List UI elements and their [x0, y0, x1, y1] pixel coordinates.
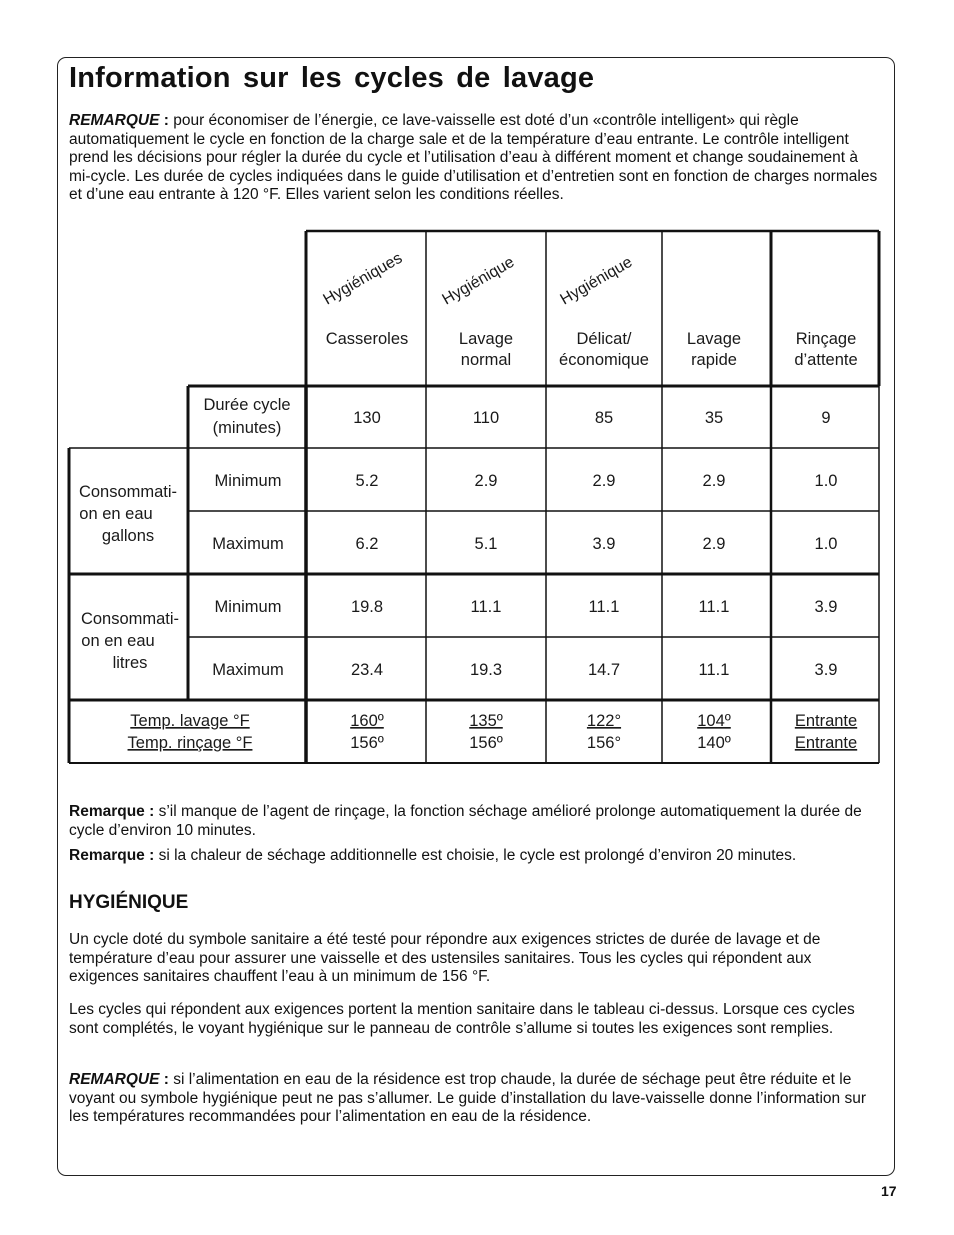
row-label: (minutes) — [212, 419, 282, 437]
row-label: Minimum — [214, 598, 282, 616]
table-cell: 85 — [594, 409, 614, 427]
temp-value: 104º — [697, 712, 731, 730]
table-cell: 1.0 — [814, 535, 838, 553]
table-cell: 11.1 — [698, 598, 730, 616]
temp-value: 156° — [586, 734, 622, 752]
temp-value: Entrante — [794, 734, 858, 752]
note-rinse-agent — [69, 803, 881, 840]
row-label: Maximum — [212, 661, 284, 679]
group-label: Consommati- — [78, 483, 178, 501]
table-text — [79, 250, 858, 752]
temp-value: 156º — [469, 734, 503, 752]
table-cell: 5.1 — [474, 535, 498, 553]
temp-label: Temp. rinçage °F — [127, 734, 253, 752]
table-cell: 11.1 — [470, 598, 502, 616]
table-cell: 3.9 — [814, 598, 838, 616]
temp-value: 122° — [586, 712, 622, 730]
temp-value: 140º — [697, 734, 731, 752]
row-label: Minimum — [214, 472, 282, 490]
remark-label: REMARQUE — [69, 1071, 160, 1088]
remark-text: pour économiser de l’énergie, ce lave-vaisselle est doté d’un «contrôle intelligent» qui règle automatiquement le cycle en fonction de la charge sale et de la température d’eau entrante. Le contrôle intelligent prend les décisions pour régler la durée du cycle et l’utilisation d’eau à différent moment et change soudainement à mi-cycle. Les durée de cycles indiquées dans le guide d’utilisation et d’entretien sont en fonction de charges normales et d’une eau entrante à 120 °F. Elles varient selon les conditions réelles. — [69, 112, 878, 203]
column-header: normal — [460, 351, 512, 369]
column-header: d’attente — [794, 351, 858, 369]
table-cell: 23.4 — [350, 661, 384, 679]
temp-label: Temp. lavage °F — [130, 712, 250, 730]
note-label: Remarque : — [69, 847, 155, 864]
column-header: Délicat/ — [576, 330, 632, 348]
table-cell: 6.2 — [355, 535, 379, 553]
column-header: Casseroles — [325, 330, 409, 348]
table-cell: 130 — [353, 409, 381, 427]
remark-text: si l’alimentation en eau de la résidence est trop chaude, la durée de séchage peut être réduite et le voyant ou symbole hygiénique peut ne pas s’allumer. Le guide d’installation du lave-vaisselle donne l’information sur les températures recommandées pour l’alimentation en eau de la résidence. — [69, 1071, 867, 1125]
table-cell: 2.9 — [702, 472, 726, 490]
note-heated-dry — [69, 847, 881, 866]
table-cell: 3.9 — [814, 661, 838, 679]
table-cell: 11.1 — [588, 598, 620, 616]
note-label: Remarque : — [69, 803, 155, 820]
remark-separator: : — [159, 1071, 174, 1088]
final-remark — [69, 1071, 881, 1127]
temp-value: 135º — [469, 712, 503, 730]
table-cell: 35 — [704, 409, 724, 427]
table-cell: 2.9 — [474, 472, 498, 490]
row-label: Durée cycle — [203, 396, 291, 414]
column-header: Lavage — [458, 330, 514, 348]
row-label: Maximum — [212, 535, 284, 553]
table-cell: 19.3 — [469, 661, 503, 679]
column-header: rapide — [691, 351, 737, 369]
temp-value: Entrante — [794, 712, 858, 730]
table-cell: 3.9 — [592, 535, 616, 553]
group-label: litres — [112, 654, 148, 672]
paragraph-sanitary: Un cycle doté du symbole sanitaire a été testé pour répondre aux exigences strictes de durée de lavage et de température d’eau pour assurer une vaisselle et des ustensiles sanitaires. Tous les cycles qui répondent aux exigences sanitaires chauffent l’eau à un minimum de 156 °F. — [69, 931, 821, 985]
temp-value: 156º — [350, 734, 384, 752]
table-cell: 19.8 — [350, 598, 384, 616]
group-label: on en eau — [79, 505, 153, 523]
table-cell: 1.0 — [814, 472, 838, 490]
section-heading: HYGIÉNIQUE — [69, 892, 189, 913]
sanitary-mark: Hygiénique — [439, 253, 518, 309]
remark-label: REMARQUE — [69, 112, 160, 129]
note-text: s’il manque de l’agent de rinçage, la fonction séchage amélioré prolonge automatiquement la durée de cycle d’environ 10 minutes. — [69, 803, 862, 839]
column-header: économique — [559, 351, 649, 369]
remark-separator: : — [159, 112, 174, 129]
page-number: 17 — [881, 1183, 897, 1199]
sanitary-mark: Hygiénique — [557, 253, 636, 309]
group-label: on en eau — [81, 632, 155, 650]
table-cell: 110 — [472, 409, 500, 427]
note-text: si la chaleur de séchage additionnelle est choisie, le cycle est prolongé d’environ 20 minutes. — [154, 847, 797, 864]
page-title: Information sur les cycles de lavage — [69, 62, 595, 94]
table-cell: 2.9 — [702, 535, 726, 553]
table-cell: 14.7 — [587, 661, 621, 679]
sanitary-mark: Hygiéniques — [320, 249, 406, 309]
group-label: Consommati- — [80, 610, 180, 628]
temp-value: 160º — [350, 712, 384, 730]
table-grid — [69, 231, 879, 763]
table-cell: 5.2 — [355, 472, 379, 490]
table-cell: 2.9 — [592, 472, 616, 490]
column-header: Rinçage — [795, 330, 857, 348]
paragraph-indicator: Les cycles qui répondent aux exigences portent la mention sanitaire dans le tableau ci-dessus. Lorsque ces cycles sont complétés, le voyant hygiénique sur le panneau de contrôle s’allume si toutes les exigences sont remplies. — [69, 1001, 855, 1037]
column-header: Lavage — [686, 330, 742, 348]
group-label: gallons — [101, 527, 155, 545]
table-cell: 11.1 — [698, 661, 730, 679]
table-cell: 9 — [821, 409, 831, 427]
